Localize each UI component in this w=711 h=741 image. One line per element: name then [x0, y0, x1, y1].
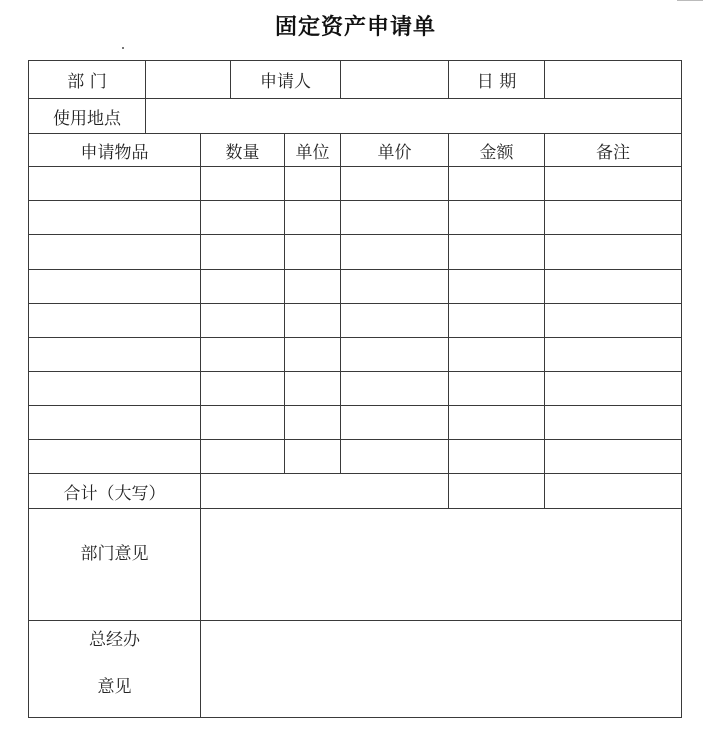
form-title: 固定资产申请单: [274, 15, 436, 40]
quantity-cell[interactable]: [201, 406, 285, 440]
department-field[interactable]: [146, 61, 231, 99]
remark-cell[interactable]: [545, 167, 682, 201]
total-row: [29, 474, 682, 509]
unit-cell[interactable]: [285, 372, 341, 406]
remark-cell[interactable]: [545, 372, 682, 406]
total-remark-field[interactable]: [545, 474, 682, 509]
unit-price-cell[interactable]: [341, 201, 449, 235]
item-cell[interactable]: [29, 270, 201, 304]
col-header-remark: 备注: [545, 134, 682, 167]
header-row-1: [29, 61, 682, 99]
unit-price-cell[interactable]: [341, 167, 449, 201]
applicant-field[interactable]: [341, 61, 449, 99]
item-row: [29, 440, 682, 474]
total-amount-field[interactable]: [449, 474, 545, 509]
unit-price-cell[interactable]: [341, 372, 449, 406]
remark-cell[interactable]: [545, 406, 682, 440]
unit-cell[interactable]: [285, 304, 341, 338]
item-cell[interactable]: [29, 201, 201, 235]
remark-cell[interactable]: [545, 440, 682, 474]
item-row: [29, 304, 682, 338]
col-header-item: 申请物品: [29, 134, 201, 167]
gm-opinion-row: [29, 621, 682, 718]
quantity-cell[interactable]: [201, 270, 285, 304]
item-cell[interactable]: [29, 235, 201, 270]
unit-price-cell[interactable]: [341, 304, 449, 338]
quantity-cell[interactable]: [201, 304, 285, 338]
quantity-cell[interactable]: [201, 372, 285, 406]
scan-speck: [122, 47, 124, 49]
item-cell[interactable]: [29, 304, 201, 338]
dept-opinion-row: [29, 509, 682, 621]
amount-cell[interactable]: [449, 372, 545, 406]
item-cell[interactable]: [29, 372, 201, 406]
total-in-words-field[interactable]: [201, 474, 449, 509]
date-field[interactable]: [545, 61, 682, 99]
unit-price-cell[interactable]: [341, 440, 449, 474]
dept-opinion-field[interactable]: [201, 509, 682, 621]
unit-price-cell[interactable]: [341, 270, 449, 304]
col-header-unit: 单位: [285, 134, 341, 167]
unit-cell[interactable]: [285, 235, 341, 270]
scan-mark: [677, 0, 703, 1]
item-cell[interactable]: [29, 440, 201, 474]
location-label: 使用地点: [29, 99, 146, 134]
item-cell[interactable]: [29, 338, 201, 372]
amount-cell[interactable]: [449, 304, 545, 338]
total-label: 合计（大写）: [29, 474, 201, 509]
unit-cell[interactable]: [285, 201, 341, 235]
gm-opinion-label-line1: 总经办: [89, 630, 140, 650]
quantity-cell[interactable]: [201, 235, 285, 270]
column-header-row: [29, 134, 682, 167]
unit-price-cell[interactable]: [341, 406, 449, 440]
dept-opinion-label: 部门意见: [29, 509, 201, 621]
item-row: [29, 338, 682, 372]
location-field[interactable]: [146, 99, 682, 134]
unit-cell[interactable]: [285, 338, 341, 372]
quantity-cell[interactable]: [201, 338, 285, 372]
unit-price-cell[interactable]: [341, 338, 449, 372]
quantity-cell[interactable]: [201, 201, 285, 235]
amount-cell[interactable]: [449, 406, 545, 440]
unit-price-cell[interactable]: [341, 235, 449, 270]
amount-cell[interactable]: [449, 338, 545, 372]
amount-cell[interactable]: [449, 270, 545, 304]
remark-cell[interactable]: [545, 270, 682, 304]
quantity-cell[interactable]: [201, 167, 285, 201]
unit-cell[interactable]: [285, 270, 341, 304]
date-label: 日 期: [449, 61, 545, 99]
header-row-2: [29, 99, 682, 134]
unit-cell[interactable]: [285, 440, 341, 474]
amount-cell[interactable]: [449, 440, 545, 474]
item-row: [29, 406, 682, 440]
unit-cell[interactable]: [285, 406, 341, 440]
application-form-table: [28, 60, 682, 718]
remark-cell[interactable]: [545, 201, 682, 235]
col-header-quantity: 数量: [201, 134, 285, 167]
item-row: [29, 235, 682, 270]
gm-opinion-label-line2: 意见: [97, 677, 132, 697]
department-label: 部 门: [29, 61, 146, 99]
amount-cell[interactable]: [449, 235, 545, 270]
col-header-unit-price: 单价: [341, 134, 449, 167]
item-cell[interactable]: [29, 167, 201, 201]
unit-cell[interactable]: [285, 167, 341, 201]
remark-cell[interactable]: [545, 235, 682, 270]
remark-cell[interactable]: [545, 338, 682, 372]
item-row: [29, 372, 682, 406]
amount-cell[interactable]: [449, 167, 545, 201]
amount-cell[interactable]: [449, 201, 545, 235]
item-row: [29, 167, 682, 201]
gm-opinion-field[interactable]: [201, 621, 682, 718]
col-header-amount: 金额: [449, 134, 545, 167]
item-cell[interactable]: [29, 406, 201, 440]
item-row: [29, 270, 682, 304]
quantity-cell[interactable]: [201, 440, 285, 474]
item-row: [29, 201, 682, 235]
remark-cell[interactable]: [545, 304, 682, 338]
applicant-label: 申请人: [231, 61, 341, 99]
gm-opinion-label: [29, 621, 201, 718]
